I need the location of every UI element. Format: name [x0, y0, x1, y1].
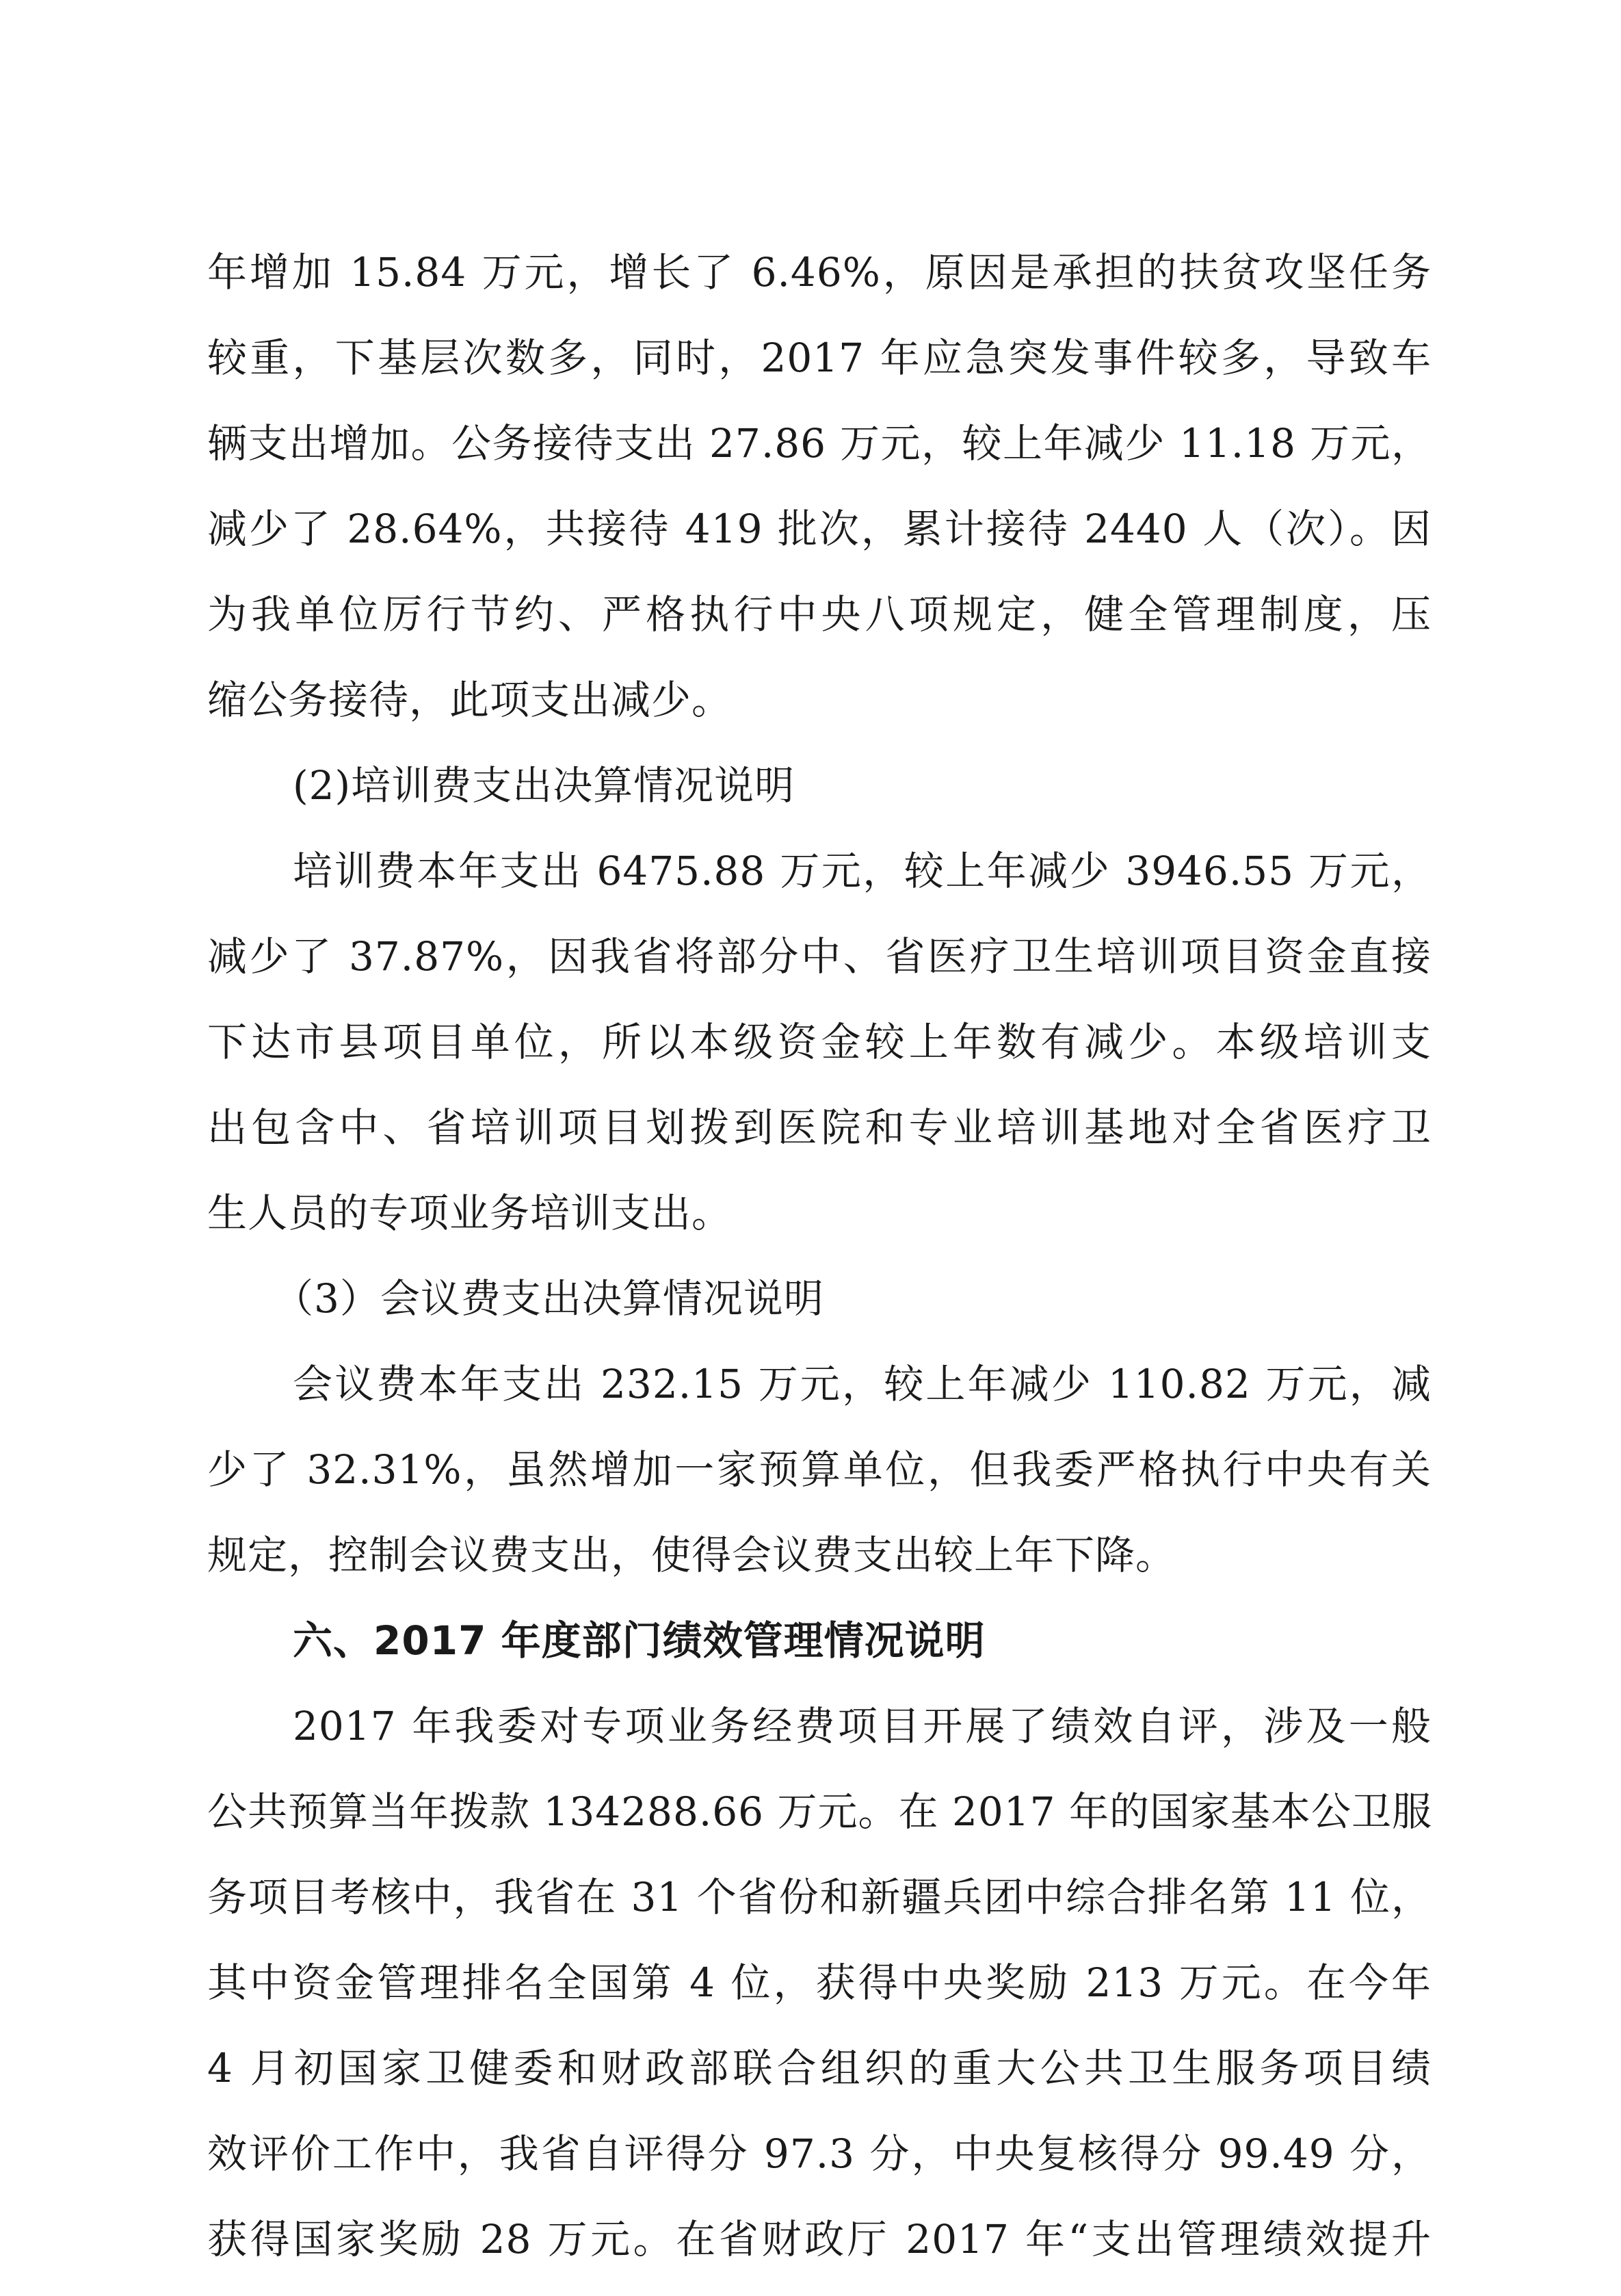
body-text-line: 出包含中、省培训项目划拨到医院和专业培训基地对全省医疗卫	[207, 1104, 1432, 1151]
body-text-line: 培训费本年支出 6475.88 万元，较上年减少 3946.55 万元，	[293, 848, 1432, 894]
body-text-line: 较重，下基层次数多，同时，2017 年应急突发事件较多，导致车	[207, 335, 1432, 381]
body-text-line: 年增加 15.84 万元，增长了 6.46%，原因是承担的扶贫攻坚任务	[207, 249, 1432, 296]
body-text-line: 会议费本年支出 232.15 万元，较上年减少 110.82 万元，减	[293, 1361, 1432, 1407]
body-text-line: 4 月初国家卫健委和财政部联合组织的重大公共卫生服务项目绩	[207, 2045, 1432, 2091]
body-text-line: 效评价工作中，我省自评得分 97.3 分，中央复核得分 99.49 分，	[207, 2130, 1432, 2177]
body-text-line: 其中资金管理排名全国第 4 位，获得中央奖励 213 万元。在今年	[207, 1959, 1432, 2006]
body-text-line: 辆支出增加。公务接待支出 27.86 万元，较上年减少 11.18 万元，	[207, 420, 1432, 467]
body-text-line: 规定，控制会议费支出，使得会议费支出较上年下降。	[207, 1532, 1176, 1578]
body-text-line: 务项目考核中，我省在 31 个省份和新疆兵团中综合排名第 11 位，	[207, 1874, 1432, 1920]
body-text-line: 为我单位厉行节约、严格执行中央八项规定，健全管理制度，压	[207, 591, 1432, 638]
body-text-line: 下达市县项目单位，所以本级资金较上年数有减少。本级培训支	[207, 1019, 1432, 1065]
body-text-line: 少了 32.31%，虽然增加一家预算单位，但我委严格执行中央有关	[207, 1446, 1432, 1493]
section-heading: 六、2017 年度部门绩效管理情况说明	[293, 1617, 986, 1664]
body-text-line: 获得国家奖励 28 万元。在省财政厅 2017 年“支出管理绩效提升	[207, 2216, 1432, 2262]
subsection-heading: (2)培训费支出决算情况说明	[293, 762, 795, 809]
body-text-line: 缩公务接待，此项支出减少。	[207, 677, 733, 723]
subsection-heading: （3）会议费支出决算情况说明	[274, 1275, 824, 1322]
body-text-line: 减少了 37.87%，因我省将部分中、省医疗卫生培训项目资金直接	[207, 933, 1432, 980]
body-text-line: 减少了 28.64%，共接待 419 批次，累计接待 2440 人（次）。因	[207, 506, 1432, 552]
body-text-line: 2017 年我委对专项业务经费项目开展了绩效自评，涉及一般	[293, 1703, 1432, 1749]
body-text-line: 生人员的专项业务培训支出。	[207, 1190, 733, 1236]
body-text-line: 公共预算当年拨款 134288.66 万元。在 2017 年的国家基本公卫服	[207, 1788, 1433, 1835]
